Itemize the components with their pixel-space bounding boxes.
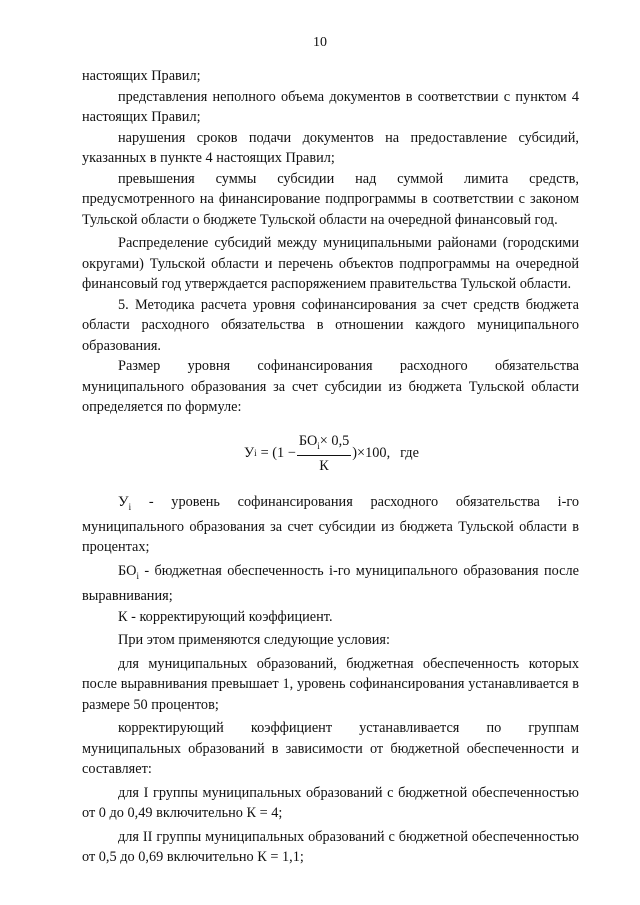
- definition-bo-text: - бюджетная обеспеченность i-го муниципального образования после выравнивания;: [82, 562, 579, 605]
- formula-num-symbol: БО: [298, 432, 318, 449]
- paragraph-5: Распределение субсидий между муниципальными районами (городскими округами) Тульской области и перечень объектов подпрограммы на очередной финансовый год утверждается распоряжением правительства Тульской области.: [82, 235, 579, 292]
- formula-lhs-sub: i: [254, 448, 257, 459]
- formula-numerator: [297, 432, 351, 457]
- condition-group-2: для II группы муниципальных образований с бюджетной обеспеченностью от 0,5 до 0,69 включительно К = 1,1;: [82, 828, 579, 866]
- page-number: 10: [313, 35, 327, 50]
- definition-u-symbol: У: [118, 493, 129, 510]
- formula-num-sub: i: [317, 440, 320, 451]
- condition-2: корректирующий коэффициент устанавливается по группам муниципальных образований в зависимости от бюджетной обеспеченности и составляет:: [82, 720, 579, 778]
- formula-tail: )×100,: [352, 445, 391, 462]
- formula-block: [82, 426, 579, 484]
- definition-u-sub: i: [128, 501, 132, 512]
- document-body: [82, 66, 579, 868]
- paragraph-3: нарушения сроков подачи документов на предоставление субсидий, указанных в пункте 4 настоящих Правил;: [82, 129, 579, 166]
- formula-lhs: У: [244, 445, 255, 462]
- paragraph-4: превышения суммы субсидии над суммой лимита средств, предусмотренного на финансирование подпрограммы в соответствии с законом Тульской области о бюджете Тульской области на очередной финансовый год.: [82, 170, 579, 228]
- paragraph-1: настоящих Правил;: [82, 68, 201, 84]
- formula-where: где: [400, 445, 419, 462]
- condition-1: для муниципальных образований, бюджетная обеспеченность которых после выравнивания превышает 1, уровень софинансирования устанавливается в размере 50 процентов;: [82, 655, 579, 713]
- paragraph-6: 5. Методика расчета уровня софинансирования за счет средств бюджета области расходного обязательства в отношении каждого муниципального образования.: [82, 296, 579, 354]
- formula-fraction: [297, 432, 351, 476]
- definition-u: [82, 492, 579, 558]
- formula: [244, 432, 419, 476]
- formula-denominator: К: [319, 458, 329, 475]
- paragraph-2: представления неполного объема документов в соответствии с пунктом 4 настоящих Правил;: [82, 88, 579, 125]
- condition-group-1: для I группы муниципальных образований с бюджетной обеспеченностью от 0 до 0,49 включительно К = 4;: [82, 784, 579, 822]
- definition-u-text: - уровень софинансирования расходного обязательства i-го муниципального образования за счет субсидии из бюджета Тульской области в процентах;: [82, 493, 579, 556]
- formula-eq: = (1 −: [260, 445, 296, 462]
- conditions-intro: При этом применяются следующие условия:: [118, 632, 390, 649]
- definition-bo-symbol: БО: [118, 562, 137, 579]
- definition-bo: [82, 561, 579, 607]
- definition-bo-sub: i: [136, 570, 139, 581]
- definition-k: К - корректирующий коэффициент.: [118, 608, 333, 625]
- formula-num-tail: × 0,5: [319, 432, 350, 449]
- paragraph-7: Размер уровня софинансирования расходного обязательства муниципального образования за счет субсидии из бюджета Тульской области определяется по формуле:: [82, 358, 579, 415]
